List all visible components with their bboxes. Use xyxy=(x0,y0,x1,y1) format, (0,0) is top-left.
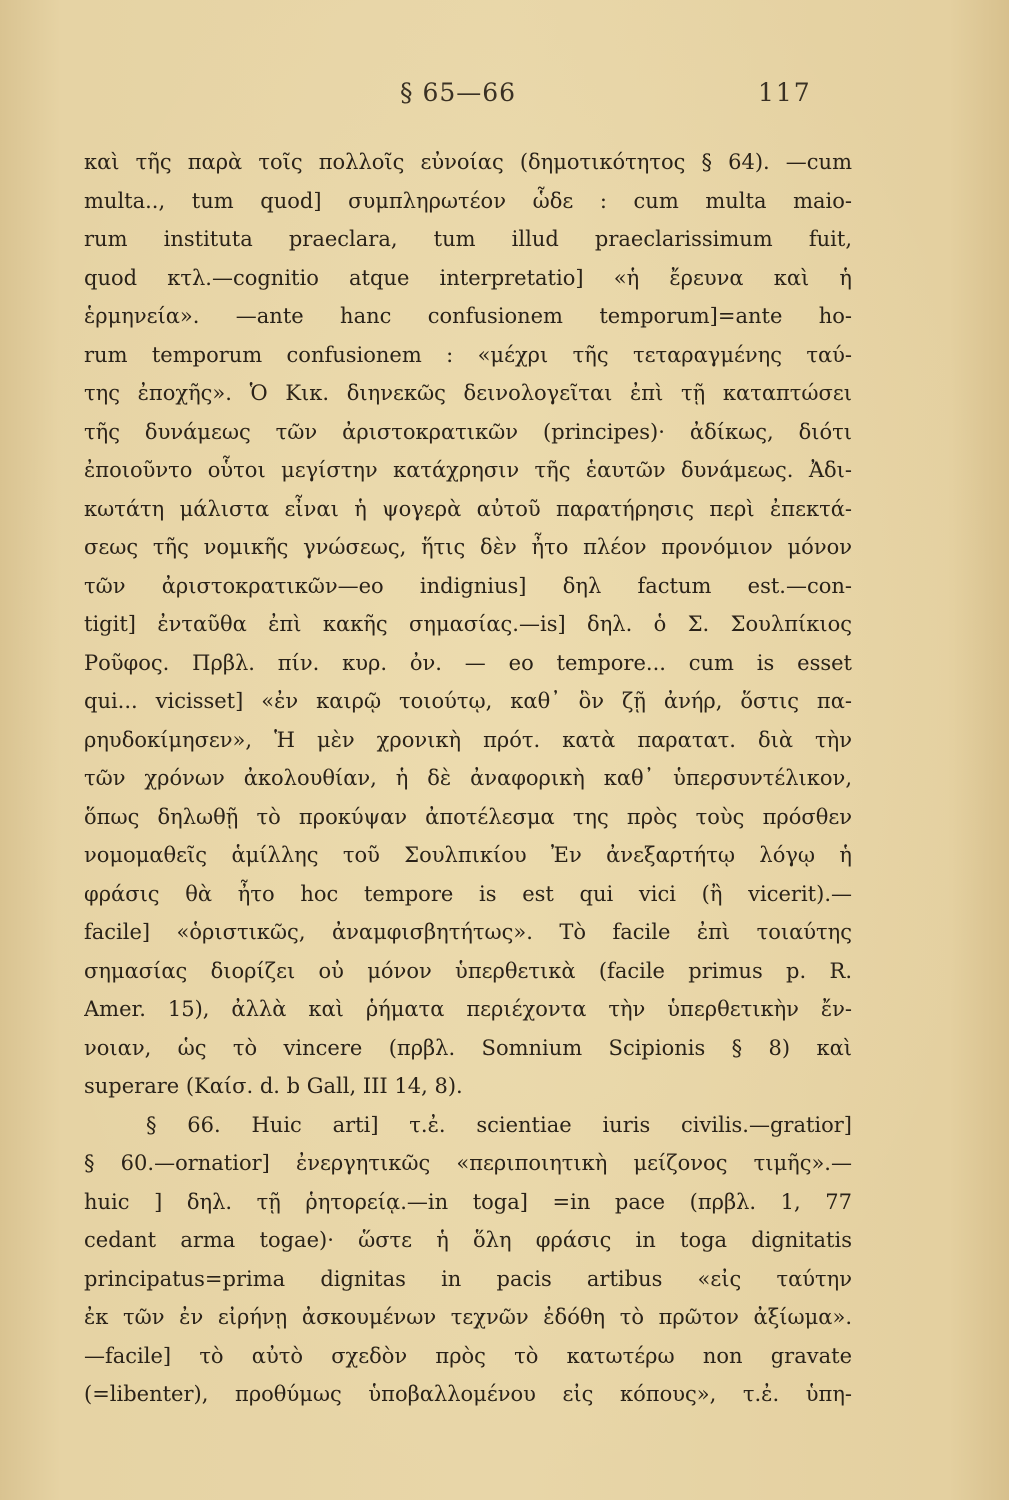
text-line: της ἐποχῆς». Ὁ Κικ. διηνεκῶς δεινολογεῖται ἐπὶ τῇ καταπτώσει xyxy=(84,381,852,405)
text-line: ρηυδοκίμησεν», Ἡ μὲν χρονικὴ πρότ. κατὰ παρατατ. διὰ τὴν xyxy=(84,727,852,752)
text-line: —facile] τὸ αὐτὸ σχεδὸν πρὸς τὸ κατωτέρω non gravate xyxy=(84,1343,852,1368)
text-line: ἑρμηνεία». —ante hanc confusionem temporum]=ante ho- xyxy=(84,304,852,328)
text-line: φράσις θὰ ἦτο hoc tempore is est qui vici (ἢ vicerit).— xyxy=(84,881,852,906)
text-line: § 60.—ornatior] ἐνεργητικῶς «περιποιητικὴ μείζονος τιμῆς».— xyxy=(84,1151,852,1175)
text-line: quod κτλ.—cognitio atque interpretatio] «ἡ ἔρευνα καὶ ἡ xyxy=(84,265,852,290)
text-line: facile] «ὁριστικῶς, ἀναμφισβητήτως». Τὸ facile ἐπὶ τοιαύτης xyxy=(84,920,852,944)
text-line: τῆς δυνάμεως τῶν ἀριστοκρατικῶν (principes)· ἀδίκως, διότι xyxy=(84,419,852,444)
text-line: κωτάτη μάλιστα εἶναι ἡ ψογερὰ αὐτοῦ παρατήρησις περὶ ἐπεκτά- xyxy=(84,496,852,521)
section-66-start: § 66. Huic arti] τ.ἐ. scientiae iuris civilis.—gratior] xyxy=(146,1112,852,1137)
text-line: rum instituta praeclara, tum illud praeclarissimum fuit, xyxy=(84,227,852,251)
text-line: νοιαν, ὡς τὸ vincere (πρβλ. Somnium Scipionis § 8) καὶ xyxy=(84,1035,852,1060)
text-line: cedant arma togae)· ὥστε ἡ ὅλη φράσις in toga dignitatis xyxy=(84,1228,852,1252)
text-line: ἐκ τῶν ἐν εἰρήνῃ ἀσκουμένων τεχνῶν ἐδόθη τὸ πρῶτον ἀξίωμα». xyxy=(84,1305,852,1329)
text-line: Ροῦφος. Πρβλ. πίν. κυρ. ὀν. — eo tempore... cum is esset xyxy=(84,650,852,675)
text-line: σημασίας διορίζει οὐ μόνον ὑπερθετικὰ (facile primus p. R. xyxy=(84,958,852,983)
text-line: Amer. 15), ἀλλὰ καὶ ῥήματα περιέχοντα τὴν ὑπερθετικὴν ἔν- xyxy=(84,997,852,1021)
text-line: principatus=prima dignitas in pacis artibus «εἰς ταύτην xyxy=(84,1266,852,1291)
text-line: superare (Καίσ. d. b Gall, III 14, 8). xyxy=(84,1074,463,1098)
text-line: huic ] δηλ. τῇ ῥητορείᾳ.—in toga] =in pace (πρβλ. 1, 77 xyxy=(84,1189,852,1214)
text-line: τῶν ἀριστοκρατικῶν—eo indignius] δηλ factum est.—con- xyxy=(84,573,852,598)
text-line: qui... vicisset] «ἐν καιρῷ τοιούτῳ, καθ᾽ ὃν ζῇ ἀνήρ, ὅστις πα- xyxy=(84,689,852,713)
text-line: νομομαθεῖς ἁμίλλης τοῦ Σουλπικίου Ἐν ἀνεξαρτήτῳ λόγῳ ἡ xyxy=(84,843,852,867)
commentary-text xyxy=(84,143,852,1414)
running-head: § 65—66 xyxy=(400,78,517,107)
text-line: multa.., tum quod] συμπληρωτέον ὧδε : cum multa maio- xyxy=(84,188,852,213)
text-line: tigit] ἐνταῦθα ἐπὶ κακῆς σημασίας.—is] δηλ. ὁ Σ. Σουλπίκιος xyxy=(84,612,852,636)
text-line: τῶν χρόνων ἀκολουθίαν, ἡ δὲ ἀναφορικὴ καθ᾽ ὑπερσυντέλικον, xyxy=(84,766,852,790)
text-line: σεως τῆς νομικῆς γνώσεως, ἥτις δὲν ἦτο πλέον προνόμιον μόνον xyxy=(84,535,852,559)
page-number: 117 xyxy=(758,78,812,107)
page-header xyxy=(0,78,1009,118)
text-line: rum temporum confusionem : «μέχρι τῆς τεταραγμένης ταύ- xyxy=(84,342,852,367)
text-line: καὶ τῆς παρὰ τοῖς πολλοῖς εὐνοίας (δημοτικότητος § 64). —cum xyxy=(84,150,852,174)
text-line: ἐποιοῦντο οὗτοι μεγίστην κατάχρησιν τῆς ἑαυτῶν δυνάμεως. Ἀδι- xyxy=(84,458,852,482)
text-line: (=libenter), προθύμως ὑποβαλλομένου εἰς κόπους», τ.ἐ. ὑπη- xyxy=(84,1382,852,1406)
text-line: ὅπως δηλωθῇ τὸ προκύψαν ἀποτέλεσμα της πρὸς τοὺς πρόσθεν xyxy=(84,804,852,829)
